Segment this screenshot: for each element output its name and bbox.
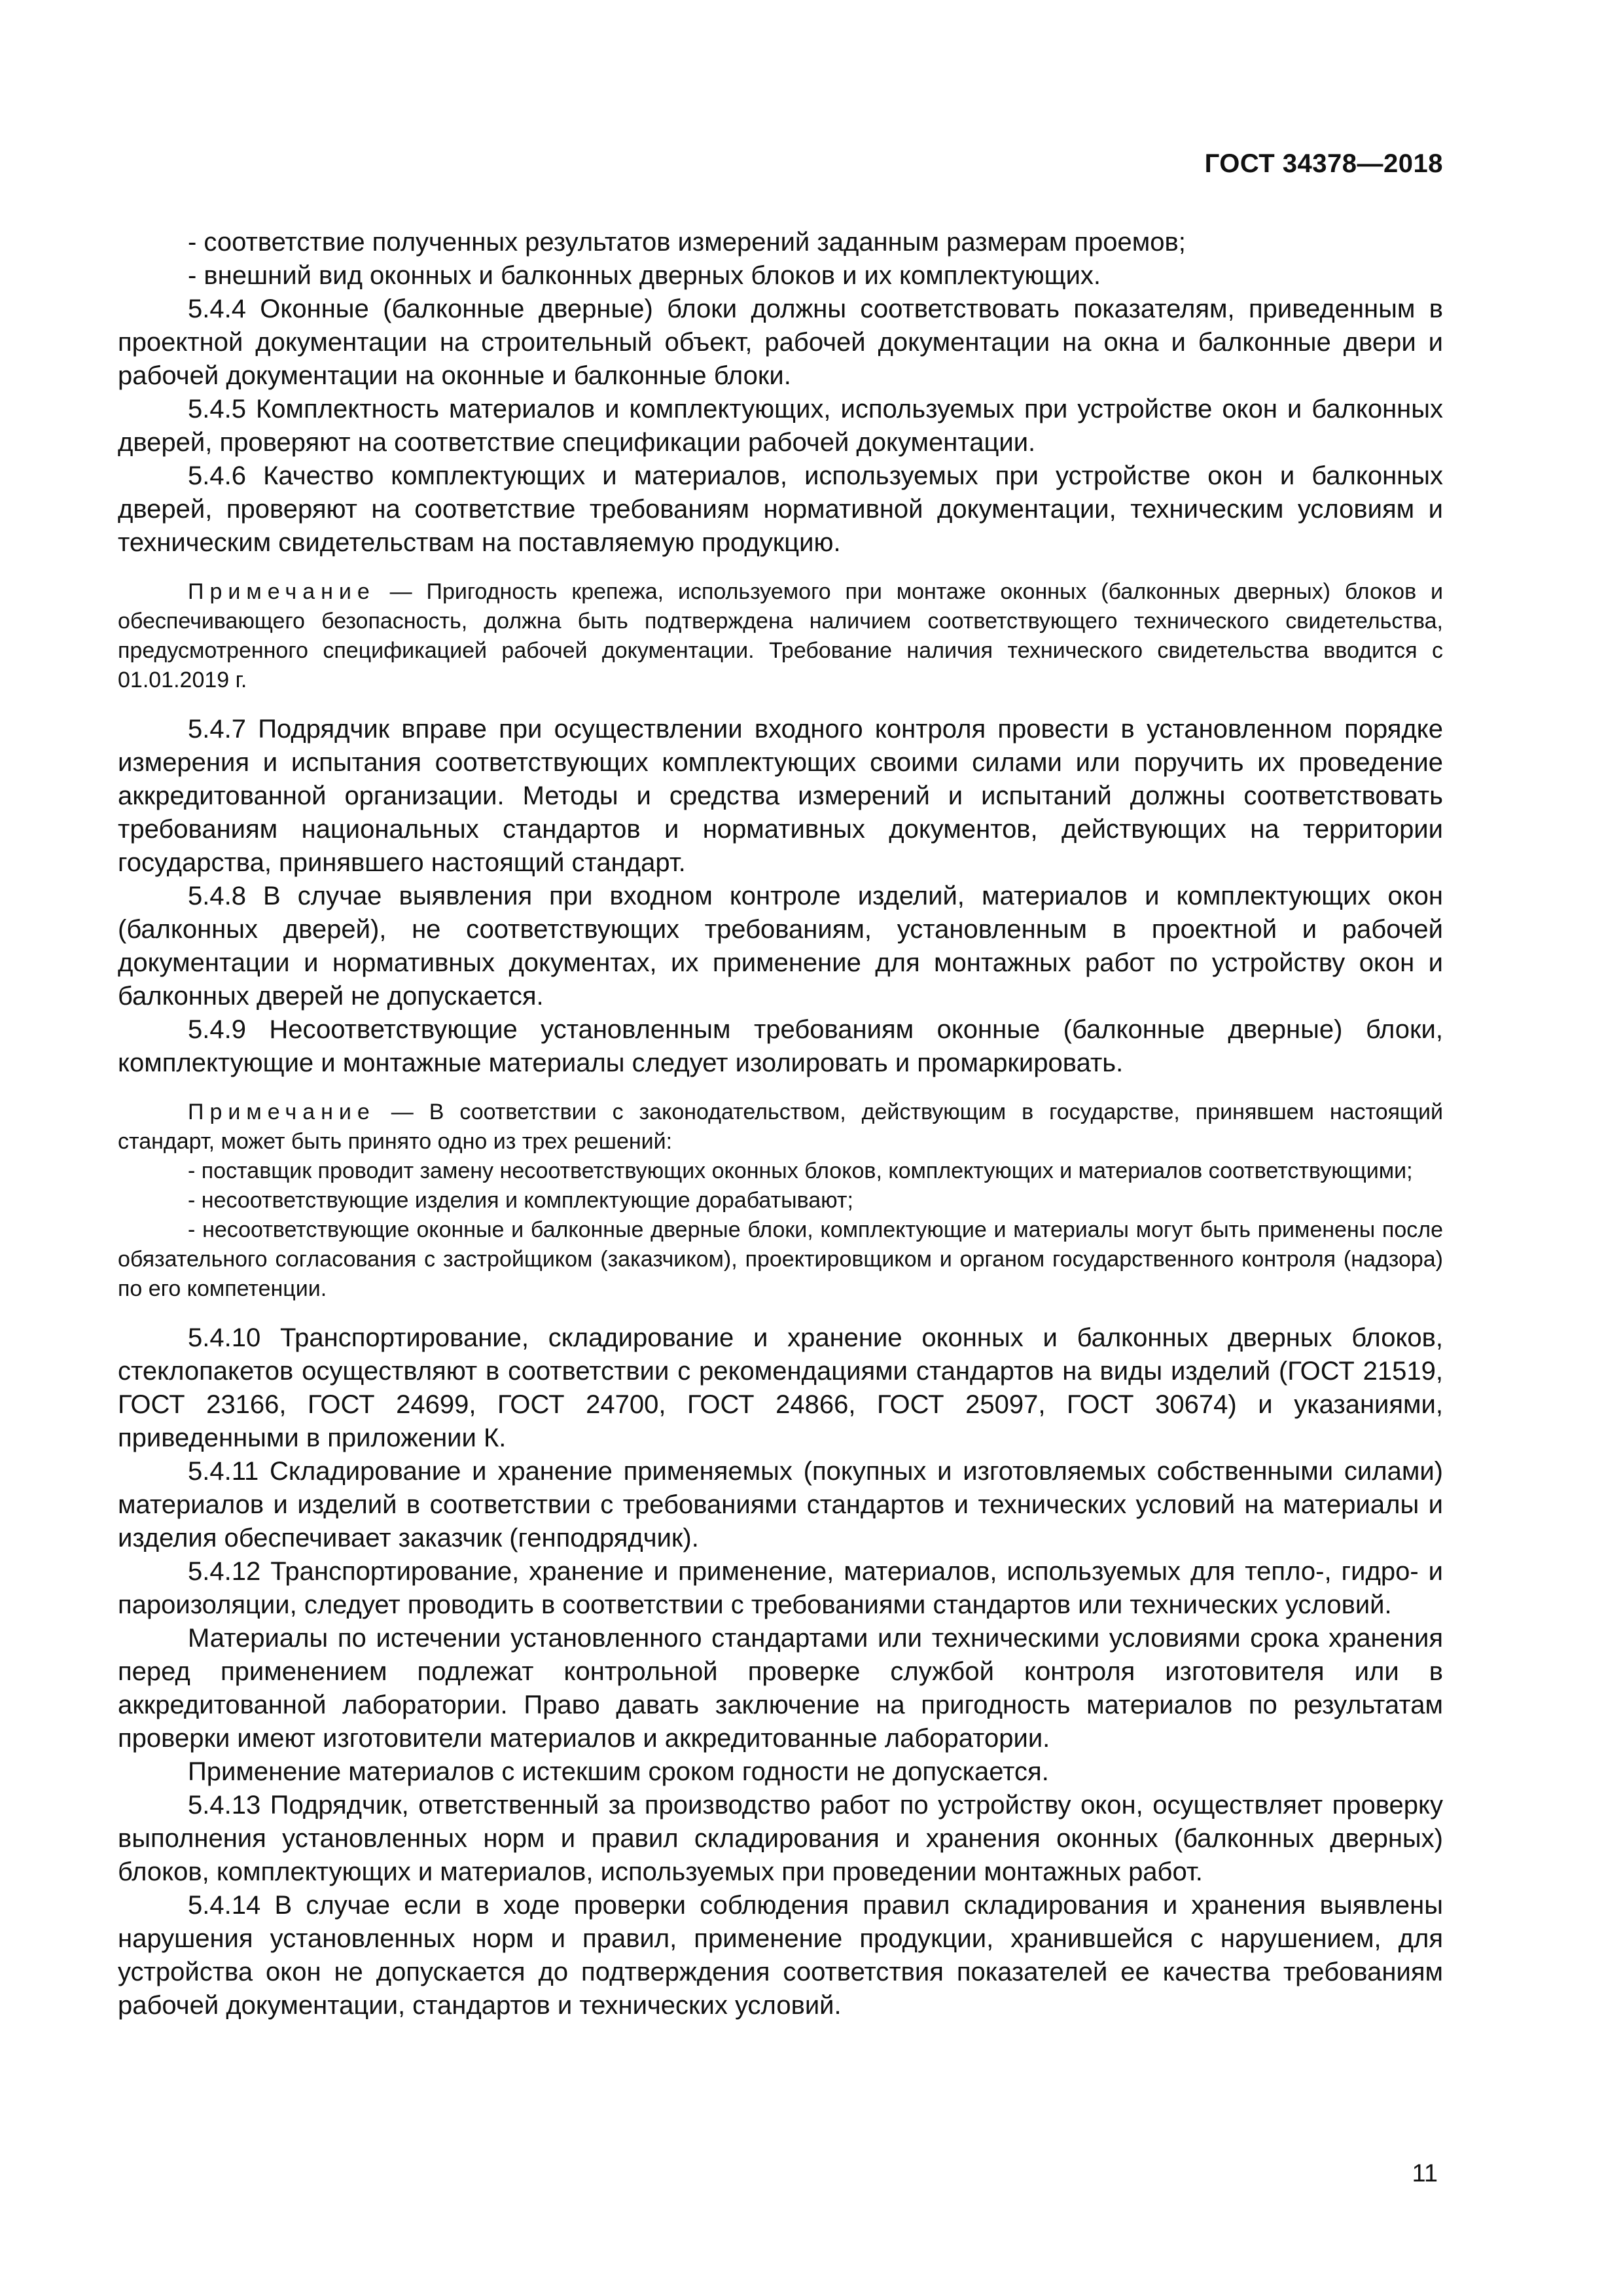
page-number: 11 — [1412, 2160, 1438, 2187]
page-content — [118, 226, 1443, 2022]
note-label: Примечание — [188, 1100, 376, 1124]
clause-5-4-9: 5.4.9 Несоответствующие установленным требованиям оконные (балконные дверные) блоки, комплектующие и монтажные материалы следует изолировать и промаркировать. — [118, 1015, 1443, 1077]
clause-5-4-8: 5.4.8 В случае выявления при входном контроле изделий, материалов и комплектующих окон (балконных дверей), не соответствующих требованиям, установленным в проектной и рабочей документации и нормативных документах, их применение для монтажных работ по устройству окон и балконных дверей не допускается. — [118, 882, 1443, 1011]
list-item-appearance: - внешний вид оконных и балконных дверных блоков и их комплектующих. — [188, 261, 1101, 290]
standard-header: ГОСТ 34378—2018 — [1204, 149, 1443, 178]
clause-5-4-7: 5.4.7 Подрядчик вправе при осуществлении входного контроля провести в установленном порядке измерения и испытания соответствующих комплектующих своими силами или поручить их проведение аккредитованной организации. Методы и средства измерений и испытаний должны соответствовать требованиям национальных стандартов и нормативных документов, действующих на территории государства, принявшего настоящий стандарт. — [118, 715, 1443, 877]
clause-5-4-11: 5.4.11 Складирование и хранение применяемых (покупных и изготовляемых собственными силами) материалов и изделий в соответствии с требованиями стандартов и технических условий на материалы и изделия обеспечивает заказчик (генподрядчик). — [118, 1457, 1443, 1552]
paragraph-materials-expiry: Материалы по истечении установленного стандартами или техническими условиями срока хранения перед применением подлежат контрольной проверке службой контроля изготовителя или в аккредитованной лаборатории. Право давать заключение на пригодность материалов по результатам проверки имеют изготовители материалов и аккредитованные лаборатории. — [118, 1624, 1443, 1753]
clause-5-4-12: 5.4.12 Транспортирование, хранение и применение, материалов, используемых для тепло-, гидро- и пароизоляции, следует проводить в соответствии с требованиями стандартов или технических условий. — [118, 1557, 1443, 1619]
note-list-item: - несоответствующие оконные и балконные дверные блоки, комплектующие и материалы могут быть применены после обязательного согласования с застройщиком (заказчиком), проектировщиком и органом государственного контроля (надзора) по его компетенции. — [118, 1217, 1443, 1301]
note-nonconforming — [118, 1098, 1443, 1304]
note-list-item: - несоответствующие изделия и комплектующие дорабатывают; — [188, 1188, 853, 1213]
note-label: Примечание — [188, 579, 376, 604]
note-text: — Пригодность крепежа, используемого при монтаже оконных (балконных дверных) блоков и обеспечивающего безопасность, должна быть подтверждена наличием соответствующего технического свидетельства, предусмотренного спецификацией рабочей документации. Требование наличия технического свидетельства вводится с 01.01.2019 г. — [118, 579, 1443, 692]
clause-5-4-10: 5.4.10 Транспортирование, складирование и хранение оконных и балконных дверных блоков, стеклопакетов осуществляют в соответствии с рекомендациями стандартов на виды изделий (ГОСТ 21519, ГОСТ 23166, ГОСТ 24699, ГОСТ 24700, ГОСТ 24866, ГОСТ 25097, ГОСТ 30674) и указаниями, приведенными в приложении К. — [118, 1323, 1443, 1452]
note-text: — В соответствии с законодательством, действующим в государстве, принявшем настоящий стандарт, может быть принято одно из трех решений: — [118, 1100, 1443, 1154]
clause-5-4-14: 5.4.14 В случае если в ходе проверки соблюдения правил складирования и хранения выявлены нарушения установленных норм и правил, применение продукции, хранившейся с нарушением, для устройства окон не допускается до подтверждения соответствия показателей ее качества требованиям рабочей документации, стандартов и технических условий. — [118, 1891, 1443, 2020]
clause-5-4-5: 5.4.5 Комплектность материалов и комплектующих, используемых при устройстве окон и балконных дверей, проверяют на соответствие спецификации рабочей документации. — [118, 395, 1443, 457]
clause-5-4-13: 5.4.13 Подрядчик, ответственный за производство работ по устройству окон, осуществляет проверку выполнения установленных норм и правил складирования и хранения оконных (балконных дверных) блоков, комплектующих и материалов, используемых при проведении монтажных работ. — [118, 1791, 1443, 1886]
paragraph-expired-materials: Применение материалов с истекшим сроком годности не допускается. — [188, 1757, 1049, 1786]
list-item-dimensions: - соответствие полученных результатов измерений заданным размерам проемов; — [188, 228, 1186, 257]
note-list-item: - поставщик проводит замену несоответствующих оконных блоков, комплектующих и материалов соответствующими; — [188, 1158, 1413, 1183]
note-fasteners — [118, 577, 1443, 695]
clause-5-4-4: 5.4.4 Оконные (балконные дверные) блоки должны соответствовать показателям, приведенным в проектной документации на строительный объект, рабочей документации на окна и балконные двери и рабочей документации на оконные и балконные блоки. — [118, 295, 1443, 390]
clause-5-4-6: 5.4.6 Качество комплектующих и материалов, используемых при устройстве окон и балконных дверей, проверяют на соответствие требованиям нормативной документации, техническим условиям и техническим свидетельствам на поставляемую продукцию. — [118, 461, 1443, 557]
